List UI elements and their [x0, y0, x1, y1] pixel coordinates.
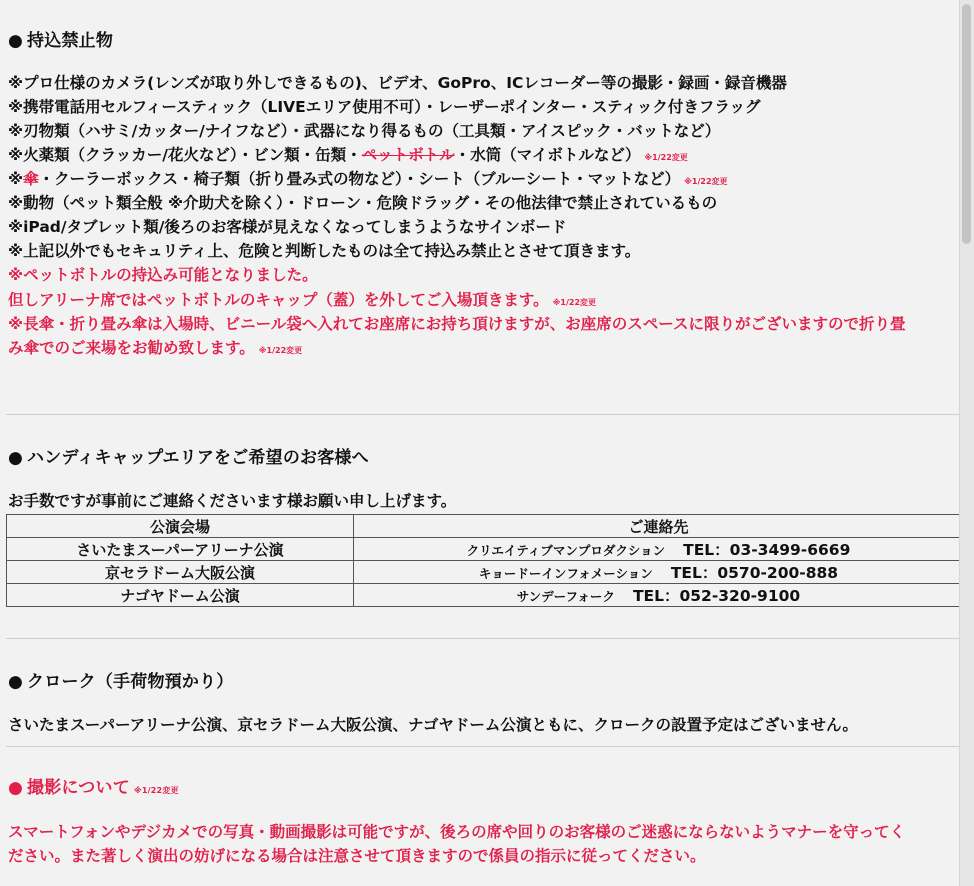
vertical-scrollbar[interactable]: [959, 0, 974, 886]
table-row: [7, 561, 964, 584]
contact-cell: キョードーインフォメーション TEL：0570-200-888: [354, 561, 964, 584]
prohibited-line-8: ※上記以外でもセキュリティ上、危険と判断したものは全て持込み禁止とさせて頂きます。: [8, 242, 641, 260]
divider: [6, 414, 964, 415]
change-note: ※1/22変更: [258, 346, 303, 355]
contact-cell: クリエイティブマンプロダクション TEL：03-3499-6669: [354, 538, 964, 561]
scrollbar-thumb[interactable]: [962, 4, 971, 244]
column-header-venue: 公演会場: [7, 515, 354, 538]
table-row: [7, 584, 964, 607]
column-header-contact: ご連絡先: [354, 515, 964, 538]
photo-text-1: スマートフォンやデジカメでの写真・動画撮影は可能ですが、後ろの席や回りのお客様のご迷惑にならないようマナーを守ってく: [8, 823, 906, 841]
photo-heading: ● 撮影について ※1/22変更: [8, 778, 179, 798]
contact-cell: サンデーフォーク TEL：052-320-9100: [354, 584, 964, 607]
struck-item: 傘: [23, 170, 39, 188]
venue-cell: さいたまスーパーアリーナ公演: [7, 538, 354, 561]
cloak-heading: ● クローク（手荷物預かり）: [8, 672, 234, 692]
notice-pet-bottle: ※ペットボトルの持込み可能となりました。: [8, 266, 318, 284]
photo-text-2: ださい。また著しく演出の妨げになる場合は注意させて頂きますので係員の指示に従ってください。: [8, 847, 706, 865]
handicap-intro: お手数ですが事前にご連絡くださいます様お願い申し上げます。: [8, 492, 457, 510]
notice-cap: 但しアリーナ席ではペットボトルのキャップ（蓋）を外してご入場頂きます。 ※1/22変更: [8, 291, 597, 309]
bullet-icon: ●: [8, 31, 24, 51]
table-row: [7, 538, 964, 561]
table-header-row: [7, 515, 964, 538]
venue-cell: 京セラドーム大阪公演: [7, 561, 354, 584]
contact-table: [6, 514, 964, 607]
divider: [6, 746, 964, 747]
prohibited-line-5: ※傘・クーラーボックス・椅子類（折り畳み式の物など）・シート（ブルーシート・マットなど） ※1/22変更: [8, 170, 728, 188]
divider: [6, 638, 964, 639]
bullet-icon: ●: [8, 778, 24, 798]
struck-item: ペットボトル: [361, 146, 455, 164]
bullet-icon: ●: [8, 672, 24, 692]
cloak-text: さいたまスーパーアリーナ公演、京セラドーム大阪公演、ナゴヤドーム公演ともに、クロークの設置予定はございません。: [8, 716, 858, 734]
notice-umbrella-1: ※長傘・折り畳み傘は入場時、ビニール袋へ入れてお座席にお持ち頂けますが、お座席のスペースに限りがございますので折り畳: [8, 315, 906, 333]
change-note: ※1/22変更: [644, 153, 688, 162]
prohibited-line-6: ※動物（ペット類全般 ※介助犬を除く）・ドローン・危険ドラッグ・その他法律で禁止されているもの: [8, 194, 718, 212]
change-note: ※1/22変更: [684, 177, 728, 186]
bullet-icon: ●: [8, 448, 24, 468]
prohibited-line-3: ※刃物類（ハサミ/カッター/ナイフなど）・武器になり得るもの（工具類・アイスピック・バットなど）: [8, 122, 721, 140]
prohibited-line-7: ※iPad/タブレット類/後ろのお客様が見えなくなってしまうようなサインボード: [8, 218, 567, 236]
notice-umbrella-2: み傘でのご来場をお勧め致します。 ※1/22変更: [8, 339, 303, 357]
prohibited-line-2: ※携帯電話用セルフィースティック（LIVEエリア使用不可）・レーザーポインター・スティック付きフラッグ: [8, 98, 761, 116]
handicap-heading: ● ハンディキャップエリアをご希望のお客様へ: [8, 448, 369, 468]
prohibited-line-4: ※火薬類（クラッカー/花火など）・ビン類・缶類・ペットボトル・水筒（マイボトルなど） ※1/22変更: [8, 146, 688, 164]
prohibited-line-1: ※プロ仕様のカメラ(レンズが取り外しできるもの)、ビデオ、GoPro、ICレコーダー等の撮影・録画・録音機器: [8, 74, 787, 92]
prohibited-heading: ● 持込禁止物: [8, 31, 114, 51]
venue-cell: ナゴヤドーム公演: [7, 584, 354, 607]
change-note: ※1/22変更: [552, 298, 597, 307]
change-note: ※1/22変更: [133, 786, 179, 795]
